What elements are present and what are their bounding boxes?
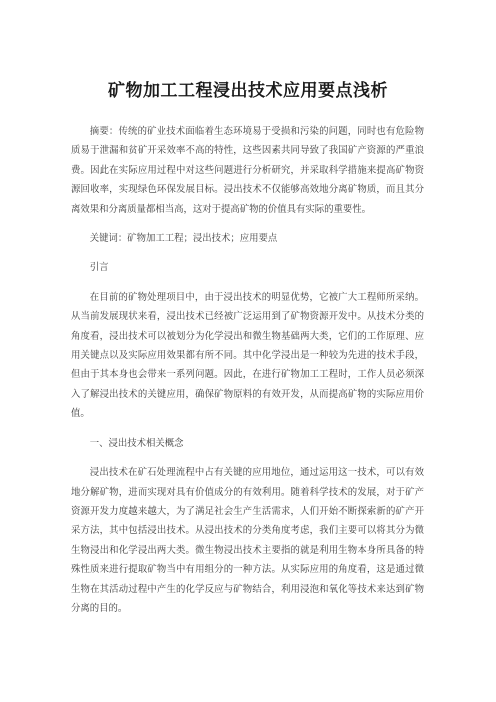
- intro-heading: 引言: [89, 262, 109, 274]
- document-body: [71, 122, 424, 628]
- section1-heading: 一、浸出技术相关概念: [89, 437, 184, 449]
- intro-paragraph: 在目前的矿物处理项目中，由于浸出技术的明显优势，它被广大工程师所采纳。从当前发展现状来看，浸出技术已经被广泛运用到了矿物资源开发中。从技术分类的角度看，浸出技术可以被划分为化学浸出和微生物基础两大类，它们的工作原理、应用关键点以及实际应用效果都有所不同。其中化学浸出是一种较为先进的技术手段，但由于其本身也会带来一系列问题。因此，在进行矿物加工工程时，工作人员必须深入了解浸出技术的关键应用，确保矿物原料的有效开发，从而提高矿物的实际应用价值。: [71, 291, 424, 420]
- section1-paragraph: 浸出技术在矿石处理流程中占有关键的应用地位，通过运用这一技术，可以有效地分解矿物，进而实现对具有价值成分的有效利用。随着科学技术的发展，对于矿产资源开发力度越来越大，为了满足社会生产生活需求，人们开始不断探索新的矿产开采方法，其中包括浸出技术。从浸出技术的分类角度考虑，我们主要可以将其分为微生物浸出和化学浸出两大类。微生物浸出技术主要指的就是利用生物本身所具备的特殊性质来进行提取矿物当中有用组分的一种方法。从实际应用的角度看，这是通过微生物在其活动过程中产生的化学反应与矿物结合，利用浸泡和氧化等技术来达到矿物分离的目的。: [71, 467, 424, 614]
- abstract-paragraph: 摘要：传统的矿业技术面临着生态环境易于受损和污染的问题，同时也有危险物质易于泄漏和贫矿开采效率不高的特性，这些因素共同导致了我国矿产资源的严重浪费。因此在实际应用过程中对这些问题进行分析研究，并采取科学措施来提高矿物资源回收率，实现绿色环保发展目标。浸出技术不仅能够高效地分离矿物质，而且其分离效果和分离质量都相当高，这对于提高矿物的价值具有实际的重要性。: [71, 126, 424, 215]
- document-title: 矿物加工工程浸出技术应用要点浅析: [108, 81, 388, 101]
- keywords-line: 关键词：矿物加工工程；浸出技术；应用要点: [89, 233, 278, 245]
